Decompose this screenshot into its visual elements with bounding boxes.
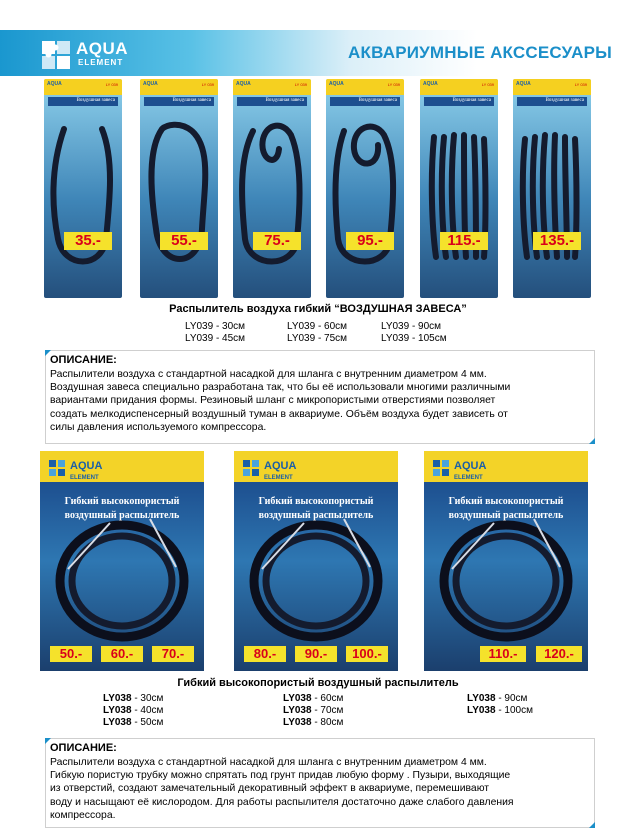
description-line: Распылители воздуха с стандартной насадкой для шланга с внутренним диаметром 4 мм. xyxy=(50,369,487,380)
code-line: LY039 - 105см xyxy=(381,333,447,344)
air-hose-icon xyxy=(140,79,218,298)
product-card-airwall xyxy=(420,79,498,298)
product-card-airwall xyxy=(513,79,591,298)
code-size: - 100см xyxy=(495,705,533,716)
air-hose-icon xyxy=(233,79,311,298)
corner-mark-icon xyxy=(589,438,595,444)
section2-codes-col-3 xyxy=(467,693,533,717)
corner-mark-icon xyxy=(589,822,595,828)
code-id: LY038 xyxy=(283,705,312,716)
price-tag: 135.- xyxy=(533,232,581,250)
section2-codes-col-1 xyxy=(103,693,163,729)
product-card-porous-air-stone xyxy=(424,451,588,671)
code-size: - 80см xyxy=(311,717,344,728)
code-size: - 70см xyxy=(311,705,344,716)
aqua-element-logo xyxy=(40,37,140,73)
logo-word-primary: AQUA xyxy=(76,39,129,58)
coiled-hose-icon xyxy=(234,451,398,671)
section2-description-box xyxy=(45,738,595,828)
price-tag: 50.- xyxy=(50,646,92,662)
card-mini-logo: AQUA xyxy=(516,81,531,87)
code-line xyxy=(467,693,533,705)
price-tag: 60.- xyxy=(101,646,143,662)
card-logo-sub: ELEMENT xyxy=(70,475,99,481)
code-line xyxy=(103,717,163,729)
card-title-line: Гибкий высокопористый xyxy=(448,496,564,507)
price-tag: 100.- xyxy=(346,646,388,662)
card-logo-sub: ELEMENT xyxy=(264,475,293,481)
card-mini-logo: AQUA xyxy=(47,81,62,87)
card-logo-sub: ELEMENT xyxy=(454,475,483,481)
price-tag: 95.- xyxy=(346,232,394,250)
page-title: АКВАРИУМНЫЕ АКССЕСУАРЫ xyxy=(348,43,612,62)
product-card-porous-air-stone xyxy=(234,451,398,671)
code-line xyxy=(103,705,163,717)
code-id: LY038 xyxy=(467,705,496,716)
code-line xyxy=(283,693,343,705)
coiled-hose-icon xyxy=(40,451,204,671)
price-tag: 75.- xyxy=(253,232,301,250)
card-title-line: Гибкий высокопористый xyxy=(258,496,374,507)
product-card-airwall xyxy=(233,79,311,298)
coiled-hose-icon xyxy=(424,451,588,671)
card-product-code: LY 039 xyxy=(481,82,494,87)
card-title-line: Гибкий высокопористый xyxy=(64,496,180,507)
card-product-code: LY 039 xyxy=(105,82,118,87)
price-tag: 120.- xyxy=(536,646,582,662)
price-tag: 35.- xyxy=(64,232,112,250)
section1-codes-col-3 xyxy=(381,321,447,345)
section2-description-text xyxy=(50,756,590,822)
section1-caption: Распылитель воздуха гибкий “ВОЗДУШНАЯ ЗАВЕСА” xyxy=(169,303,467,315)
code-line xyxy=(283,717,343,729)
description-line: Распылители воздуха с стандартной насадкой для шланга с внутренним диаметром 4 мм. xyxy=(50,757,487,768)
puzzle-logo-icon xyxy=(40,39,74,71)
description-line: из отверстий, создают замечательный декоративный эффект в аквариуме, перемешивают xyxy=(50,783,490,795)
code-size: - 30см xyxy=(131,693,164,704)
section1-description-title: ОПИСАНИЕ: xyxy=(50,354,117,366)
code-size: - 90см xyxy=(495,693,528,704)
code-id: LY038 xyxy=(103,717,132,728)
code-line: LY039 - 45см xyxy=(185,333,246,344)
section1-codes-col-1 xyxy=(185,321,245,345)
price-tag: 90.- xyxy=(295,646,337,662)
product-card-airwall xyxy=(326,79,404,298)
code-id: LY038 xyxy=(283,693,312,704)
card-mini-logo: AQUA xyxy=(236,81,251,87)
code-id: LY038 xyxy=(283,717,312,728)
code-id: LY038 xyxy=(467,693,496,704)
code-id: LY038 xyxy=(103,705,132,716)
code-line xyxy=(103,693,163,705)
air-hose-icon xyxy=(326,79,404,298)
product-card-airwall xyxy=(140,79,218,298)
code-line: LY039 - 30см xyxy=(185,321,246,332)
card-product-code: LY 039 xyxy=(387,82,400,87)
card-title-line: воздушный распылитель xyxy=(64,510,180,521)
price-tag: 110.- xyxy=(480,646,526,662)
description-line: Гибкую пористую трубку можно спрятать под грунт придав любую форму . Пузыри, выходящие xyxy=(50,770,511,782)
code-size: - 60см xyxy=(311,693,344,704)
card-mini-logo: AQUA xyxy=(143,81,158,87)
price-tag: 115.- xyxy=(440,232,488,250)
card-logo-word: AQUA xyxy=(70,460,103,472)
product-card-airwall xyxy=(44,79,122,298)
card-logo-word: AQUA xyxy=(264,460,297,472)
card-logo-word: AQUA xyxy=(454,460,487,472)
section1-description-text xyxy=(50,368,590,434)
card-label-text: Воздушная завеса xyxy=(452,98,491,103)
code-line xyxy=(283,705,343,717)
description-line: создать мелкодиспенсерный воздушный туман в аквариуме. Объём воздуха будет зависеть от xyxy=(50,408,508,420)
description-line: Воздушная завеса специально разработана так, что бы её использовали многими различными xyxy=(50,382,511,394)
card-product-code: LY 039 xyxy=(574,82,587,87)
code-line: LY039 - 60см xyxy=(287,321,348,332)
product-card-porous-air-stone xyxy=(40,451,204,671)
logo-word-secondary: ELEMENT xyxy=(78,58,124,67)
price-tag: 80.- xyxy=(244,646,286,662)
air-hose-icon xyxy=(420,79,498,298)
section2-codes-col-2 xyxy=(283,693,343,729)
card-label-text: Воздушная завеса xyxy=(76,98,115,103)
description-line: компрессора. xyxy=(50,809,116,821)
card-title-line: воздушный распылитель xyxy=(448,510,564,521)
code-line: LY039 - 90см xyxy=(381,321,442,332)
card-product-code: LY 039 xyxy=(201,82,214,87)
card-label-text: Воздушная завеса xyxy=(545,98,584,103)
card-label-text: Воздушная завеса xyxy=(358,98,397,103)
code-line: LY039 - 75см xyxy=(287,333,348,344)
code-id: LY038 xyxy=(103,693,132,704)
description-line: воду и насыщают её кислородом. Для работы распылителя достаточно даже слабого давления xyxy=(50,796,514,808)
card-mini-logo: AQUA xyxy=(329,81,344,87)
section1-description-box xyxy=(45,350,595,444)
air-hose-icon xyxy=(513,79,591,298)
card-label-text: Воздушная завеса xyxy=(172,98,211,103)
section2-description-title: ОПИСАНИЕ: xyxy=(50,742,117,754)
description-line: силы давления используемого компрессора. xyxy=(50,421,267,433)
card-product-code: LY 039 xyxy=(294,82,307,87)
code-size: - 50см xyxy=(131,717,164,728)
section1-codes-col-2 xyxy=(287,321,347,345)
price-tag: 70.- xyxy=(152,646,194,662)
price-tag: 55.- xyxy=(160,232,208,250)
card-title-line: воздушный распылитель xyxy=(258,510,374,521)
section2-caption: Гибкий высокопористый воздушный распылитель xyxy=(177,677,459,689)
card-label-text: Воздушная завеса xyxy=(265,98,304,103)
card-mini-logo: AQUA xyxy=(423,81,438,87)
code-line xyxy=(467,705,533,717)
description-line: вариантами придания формы. Резиновый шланг с микропористыми отверстиями позволяет xyxy=(50,395,496,407)
code-size: - 40см xyxy=(131,705,164,716)
air-hose-icon xyxy=(44,79,122,298)
